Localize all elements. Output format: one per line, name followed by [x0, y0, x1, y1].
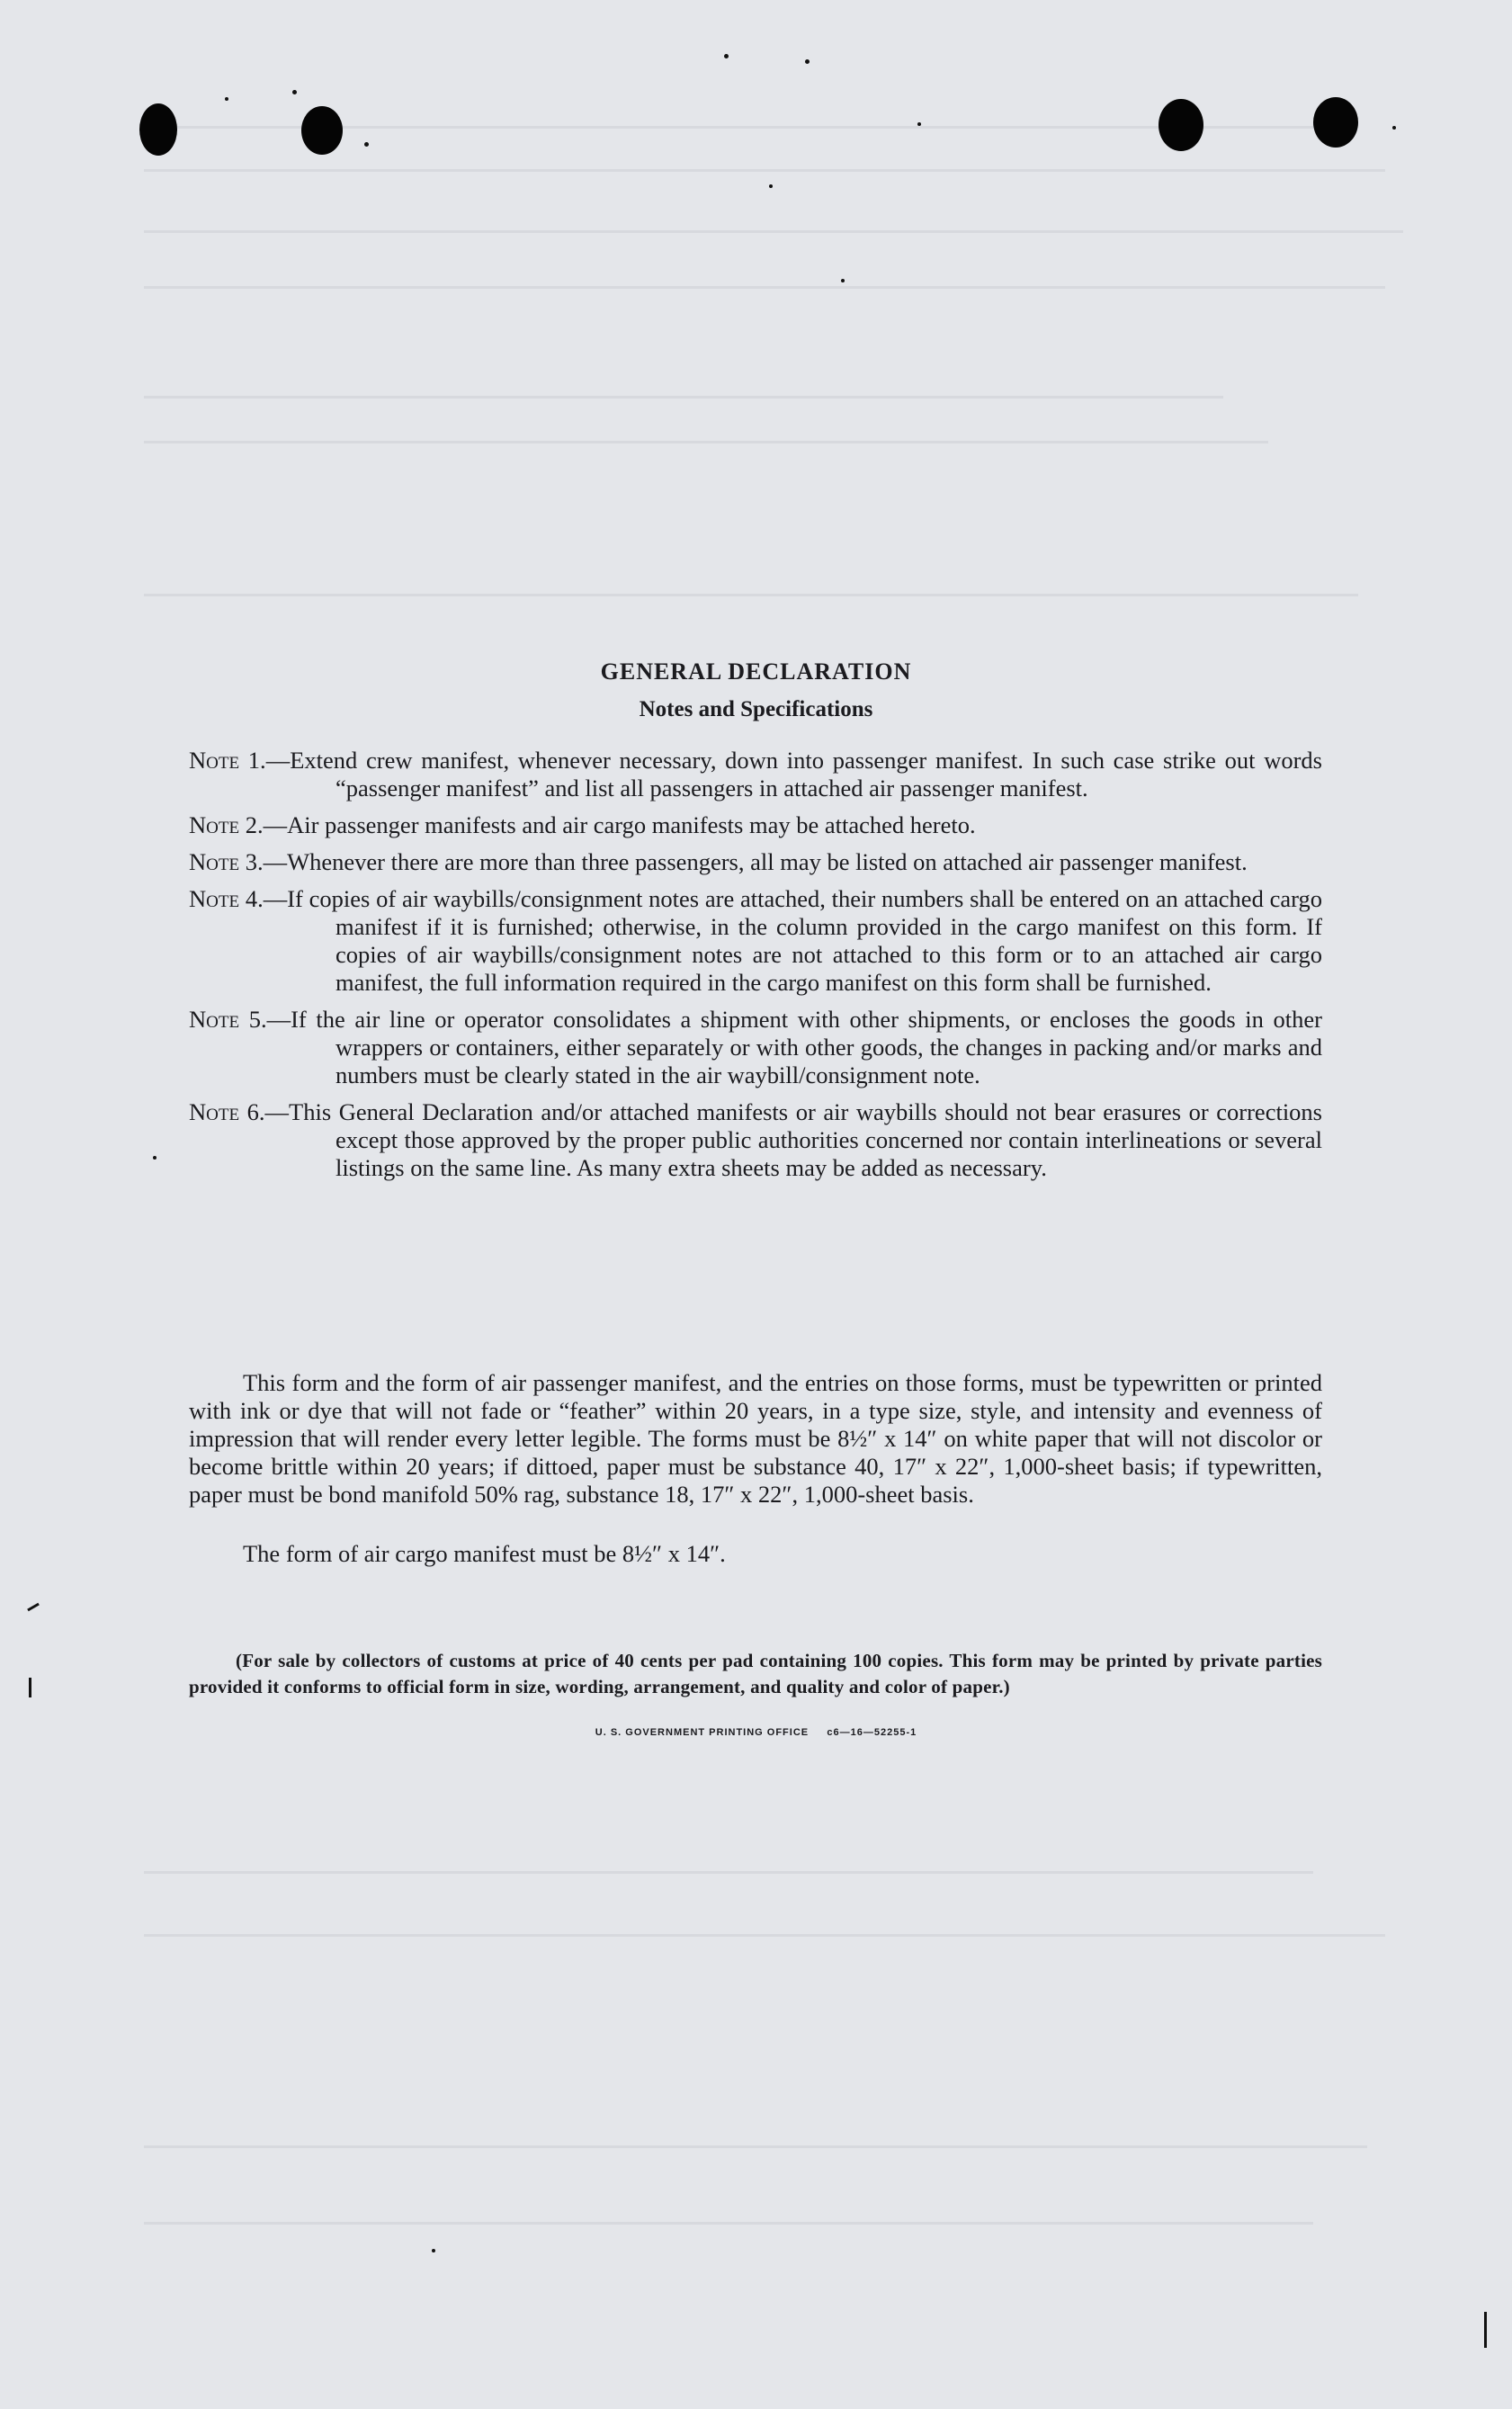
note-4-label: Note 4. — [189, 885, 264, 912]
show-through-line — [144, 1934, 1385, 1937]
note-3-text: —Whenever there are more than three passengers, all may be listed on attached air passenger manifest. — [263, 848, 1248, 875]
note-3 — [189, 848, 1322, 876]
note-1 — [189, 747, 1322, 802]
note-5 — [189, 1006, 1322, 1089]
speck — [292, 90, 297, 94]
note-6 — [189, 1098, 1322, 1182]
punch-hole-left-2 — [301, 106, 343, 155]
note-1-text: —Extend crew manifest, whenever necessary, down into passenger manifest. In such case strike out words “passenger manifest” and list all passengers in attached air passenger manifest. — [265, 747, 1322, 802]
note-4 — [189, 885, 1322, 997]
speck — [805, 59, 810, 64]
speck — [225, 97, 228, 101]
note-2-text: —Air passenger manifests and air cargo manifests may be attached hereto. — [263, 811, 976, 838]
note-5-label: Note 5. — [189, 1006, 267, 1033]
printer-imprint: U. S. GOVERNMENT PRINTING OFFICE c6—16—52255-1 — [595, 1727, 917, 1738]
speck — [724, 54, 729, 58]
speck — [769, 184, 773, 188]
show-through-line — [144, 2145, 1367, 2148]
note-6-text: —This General Declaration and/or attached manifests or air waybills should not bear erasures or corrections except those approved by the proper public authorities concerned nor contain interlineations or several listings on the same line. As many extra sheets may be added as necessary. — [264, 1098, 1322, 1181]
note-2-label: Note 2. — [189, 811, 264, 838]
show-through-line — [144, 594, 1358, 596]
notes-list — [189, 747, 1322, 1191]
speck — [364, 142, 369, 147]
document-subtitle: Notes and Specifications — [639, 697, 873, 721]
speck — [841, 279, 845, 282]
edge-mark — [1484, 2312, 1487, 2348]
sale-notice: (For sale by collectors of customs at price of 40 cents per pad containing 100 copies. This form may be printed by private parties provided it conforms to official form in size, wording, arrangement, and quality and color of paper.) — [189, 1650, 1322, 1697]
speck — [1392, 126, 1396, 130]
note-4-text: —If copies of air waybills/consignment notes are attached, their numbers shall be entered on an attached cargo manifest if it is furnished; otherwise, in the column provided in the cargo manifest on this form. If copies of air waybills/consignment notes are not attached to this form or to an attached air cargo manifest, the full information required in the cargo manifest on this form shall be furnished. — [263, 885, 1322, 996]
note-2 — [189, 811, 1322, 839]
punch-hole-right — [1159, 99, 1203, 151]
punch-hole-right-2 — [1313, 97, 1358, 148]
show-through-line — [144, 286, 1385, 289]
speck — [153, 1156, 157, 1160]
punch-hole-left — [139, 103, 177, 156]
note-3-label: Note 3. — [189, 848, 264, 875]
note-1-label: Note 1. — [189, 747, 266, 774]
show-through-line — [144, 1871, 1313, 1874]
show-through-line — [144, 441, 1268, 443]
show-through-line — [144, 396, 1223, 399]
edge-mark — [27, 1603, 40, 1612]
show-through-line — [144, 230, 1403, 233]
speck — [432, 2249, 435, 2252]
note-6-label: Note 6. — [189, 1098, 265, 1125]
cargo-manifest-size-line: The form of air cargo manifest must be 8½″ x 14″. — [243, 1540, 726, 1567]
speck — [917, 122, 921, 126]
edge-mark — [29, 1678, 31, 1697]
show-through-line — [144, 2222, 1313, 2225]
specification-paragraph: This form and the form of air passenger manifest, and the entries on those forms, must be typewritten or printed with ink or dye that will not fade or “feather” within 20 years, in a type size, style, and intensity and evenness of impression that will render every letter legible. The forms must be 8½″ x 14″ on white paper that will not discolor or become brittle within 20 years; if dittoed, paper must be substance 40, 17″ x 22″, 1,000-sheet basis; if typewritten, paper must be bond manifold 50% rag, substance 18, 17″ x 22″, 1,000-sheet basis. — [189, 1369, 1322, 1508]
show-through-line — [144, 169, 1385, 172]
note-5-text: —If the air line or operator consolidates a shipment with other shipments, or encloses the goods in other wrappers or containers, either separately or with other goods, the changes in packing and/or marks and numbers must be clearly stated in the air waybill/consignment note. — [266, 1006, 1322, 1088]
document-title: GENERAL DECLARATION — [600, 658, 912, 685]
